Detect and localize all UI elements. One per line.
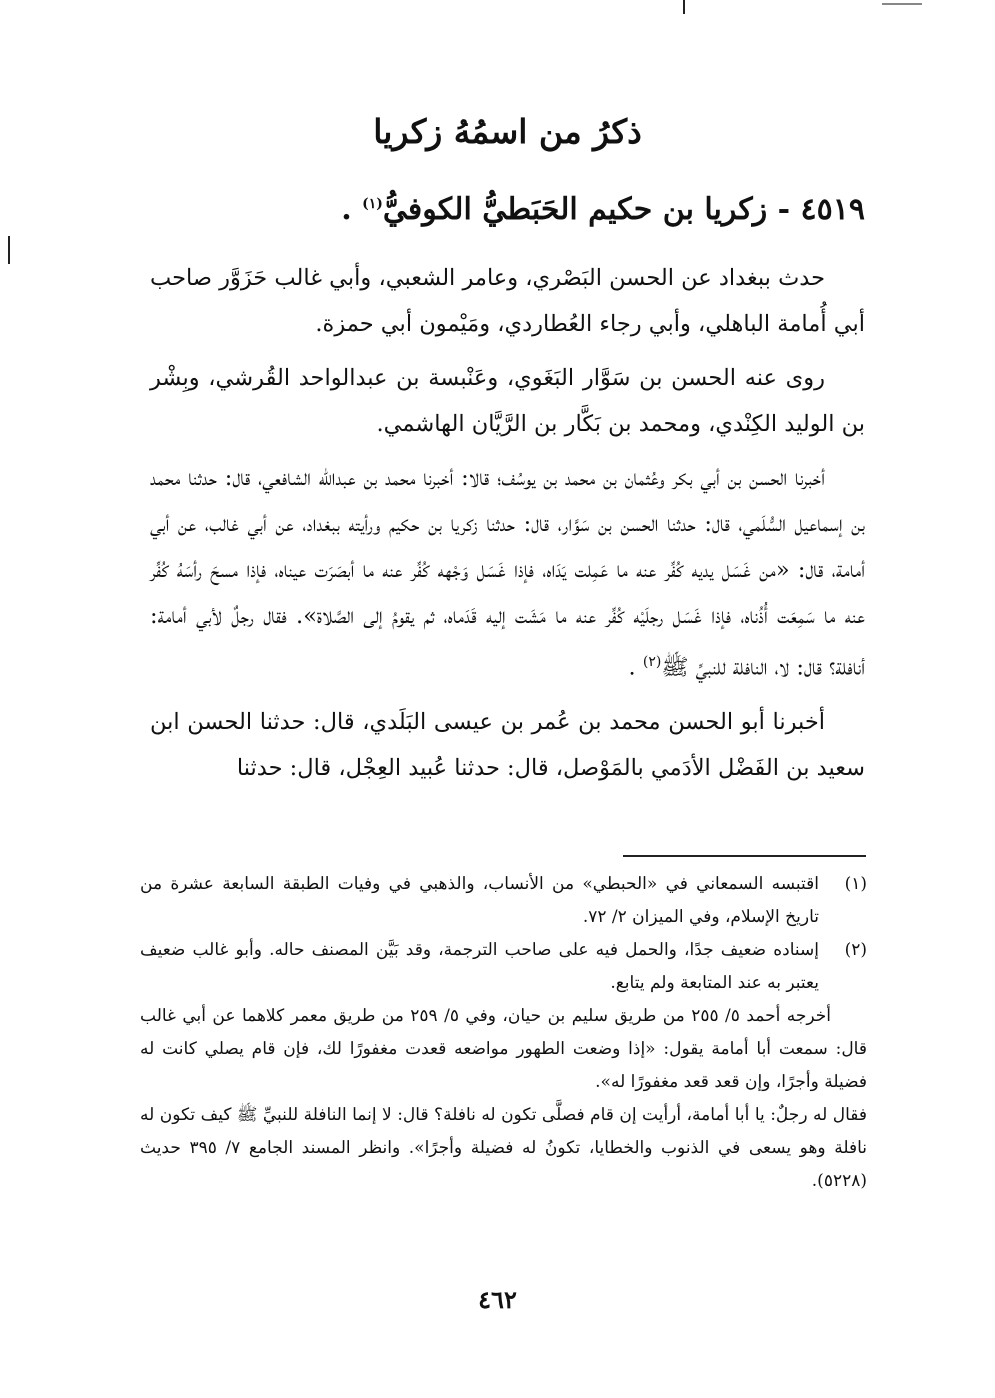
entry-heading-trailing: . xyxy=(341,192,363,227)
paragraph-second-chain: أخبرنا أبو الحسن محمد بن عُمر بن عيسى البَلَدي، قال: حدثنا الحسن ابن سعيد بن الفَضْل الأدَمي بالمَوْصل، قال: حدثنا عُبيد العِجْل، قال: حدثنا xyxy=(150,708,865,781)
scan-mark-top-right xyxy=(882,3,922,5)
footnote-1-number: (١) xyxy=(844,874,867,894)
footnote-2-continuation-1: أخرجه أحمد ٥/ ٢٥٥ من طريق سليم بن حيان، وفي ٥/ ٢٥٩ من طريق معمر كلاهما عن أبي غالب قال: سمعت أبا أمامة يقول: «إذا وضعت الطهور مواضعه قعدت مغفورًا لك، فإن قام يصلي كانت له فضيلة وأجرًا، وإن قعد قعد مغفورًا له». xyxy=(140,1006,867,1092)
footnote-2-number: (٢) xyxy=(844,940,867,960)
entry-heading-text: ٤٥١٩ - زكريا بن حكيم الحَبَطيُّ الكوفيُّ xyxy=(382,192,865,227)
footnotes xyxy=(140,868,867,1198)
scan-mark-left-edge xyxy=(8,236,10,264)
entry-heading xyxy=(150,192,865,227)
chapter-title: ذكرُ من اسمُهُ زكريا xyxy=(373,112,642,151)
paragraph-students: روى عنه الحسن بن سَوَّار البَغَوي، وعَنْبسة بن عبدالواحد القُرشي، وبِشْر بن الوليد الكِنْدي، ومحمد بن بَكَّار بن الرَّيَّان الهاشمي. xyxy=(150,365,865,437)
footnote-1 xyxy=(140,868,867,934)
main-text xyxy=(150,255,865,791)
entry-footnote-ref: (١) xyxy=(362,196,383,212)
paragraph-hadith-text: أخبرنا الحسن بن أبي بكر وعُثمان بن محمد بن يوسُف؛ قالا: أخبرنا محمد بن عبدالله الشافعي، قال: حدثنا محمد بن إسماعيل السُّلَمي، قال: حدثنا الحسن بن سَوَّار، قال: حدثنا زكريا بن حكيم ورأيته ببغداد، عن أبي غالب، عن أبي أمامة، قال: «من غَسَل يديه كُفِّر عنه ما عَمِلت يَدَاه، فإذا غَسَل وَجْهه كُفِّر عنه ما أبصَرَت عيناه، فإذا مسحَ رأسَهُ كُفِّر عنه ما سَمِعَت أُذُناه، فإذا غَسَل رجلَيْه كُفِّر عنه ما مَشَت إليه قَدَماه، ثم يقومُ إلى الصَّلاة». فقال رجلٌ لأبي أمامة: أنافلة؟ قال: لا، النافلة للنبيِّ ﷺ xyxy=(150,465,865,681)
scan-mark-top-left xyxy=(683,0,685,14)
hadith-trailing: . xyxy=(628,654,643,681)
footnote-divider xyxy=(623,855,866,857)
paragraph-teachers: حدث ببغداد عن الحسن البَصْري، وعامر الشعبي، وأبي غالب حَزَوَّر صاحب أبي أُمامة الباهلي، وأبي رجاء العُطاردي، ومَيْمون أبي حمزة. xyxy=(150,265,865,337)
footnote-2-text: إسناده ضعيف جدًا، والحمل فيه على صاحب الترجمة، وقد بَيَّن المصنف حاله. وأبو غالب ضعيف يعتبر به عند المتابعة ولم يتابع. xyxy=(140,940,819,993)
paragraph-hadith xyxy=(150,455,865,691)
footnote-2 xyxy=(140,934,867,1000)
footnote-2-continuation-2: فقال له رجلٌ: يا أبا أمامة، أرأيت إن قام فصلَّى تكون له نافلة؟ قال: لا إنما النافلة للنبيِّ ﷺ كيف تكون له نافلة وهو يسعى في الذنوب والخطايا، تكونُ له فضيلة وأجرًا». وانظر المسند الجامع ٧/ ٣٩٥ حديث (٥٢٢٨). xyxy=(140,1105,867,1191)
hadith-footnote-ref: (٢) xyxy=(642,654,662,670)
footnote-1-text: اقتبسه السمعاني في «الحبطي» من الأنساب، والذهبي في وفيات الطبقة السابعة عشرة من تاريخ الإسلام، وفي الميزان ٢/ ٧٢. xyxy=(140,874,819,927)
page-number: ٤٦٢ xyxy=(478,1285,517,1314)
